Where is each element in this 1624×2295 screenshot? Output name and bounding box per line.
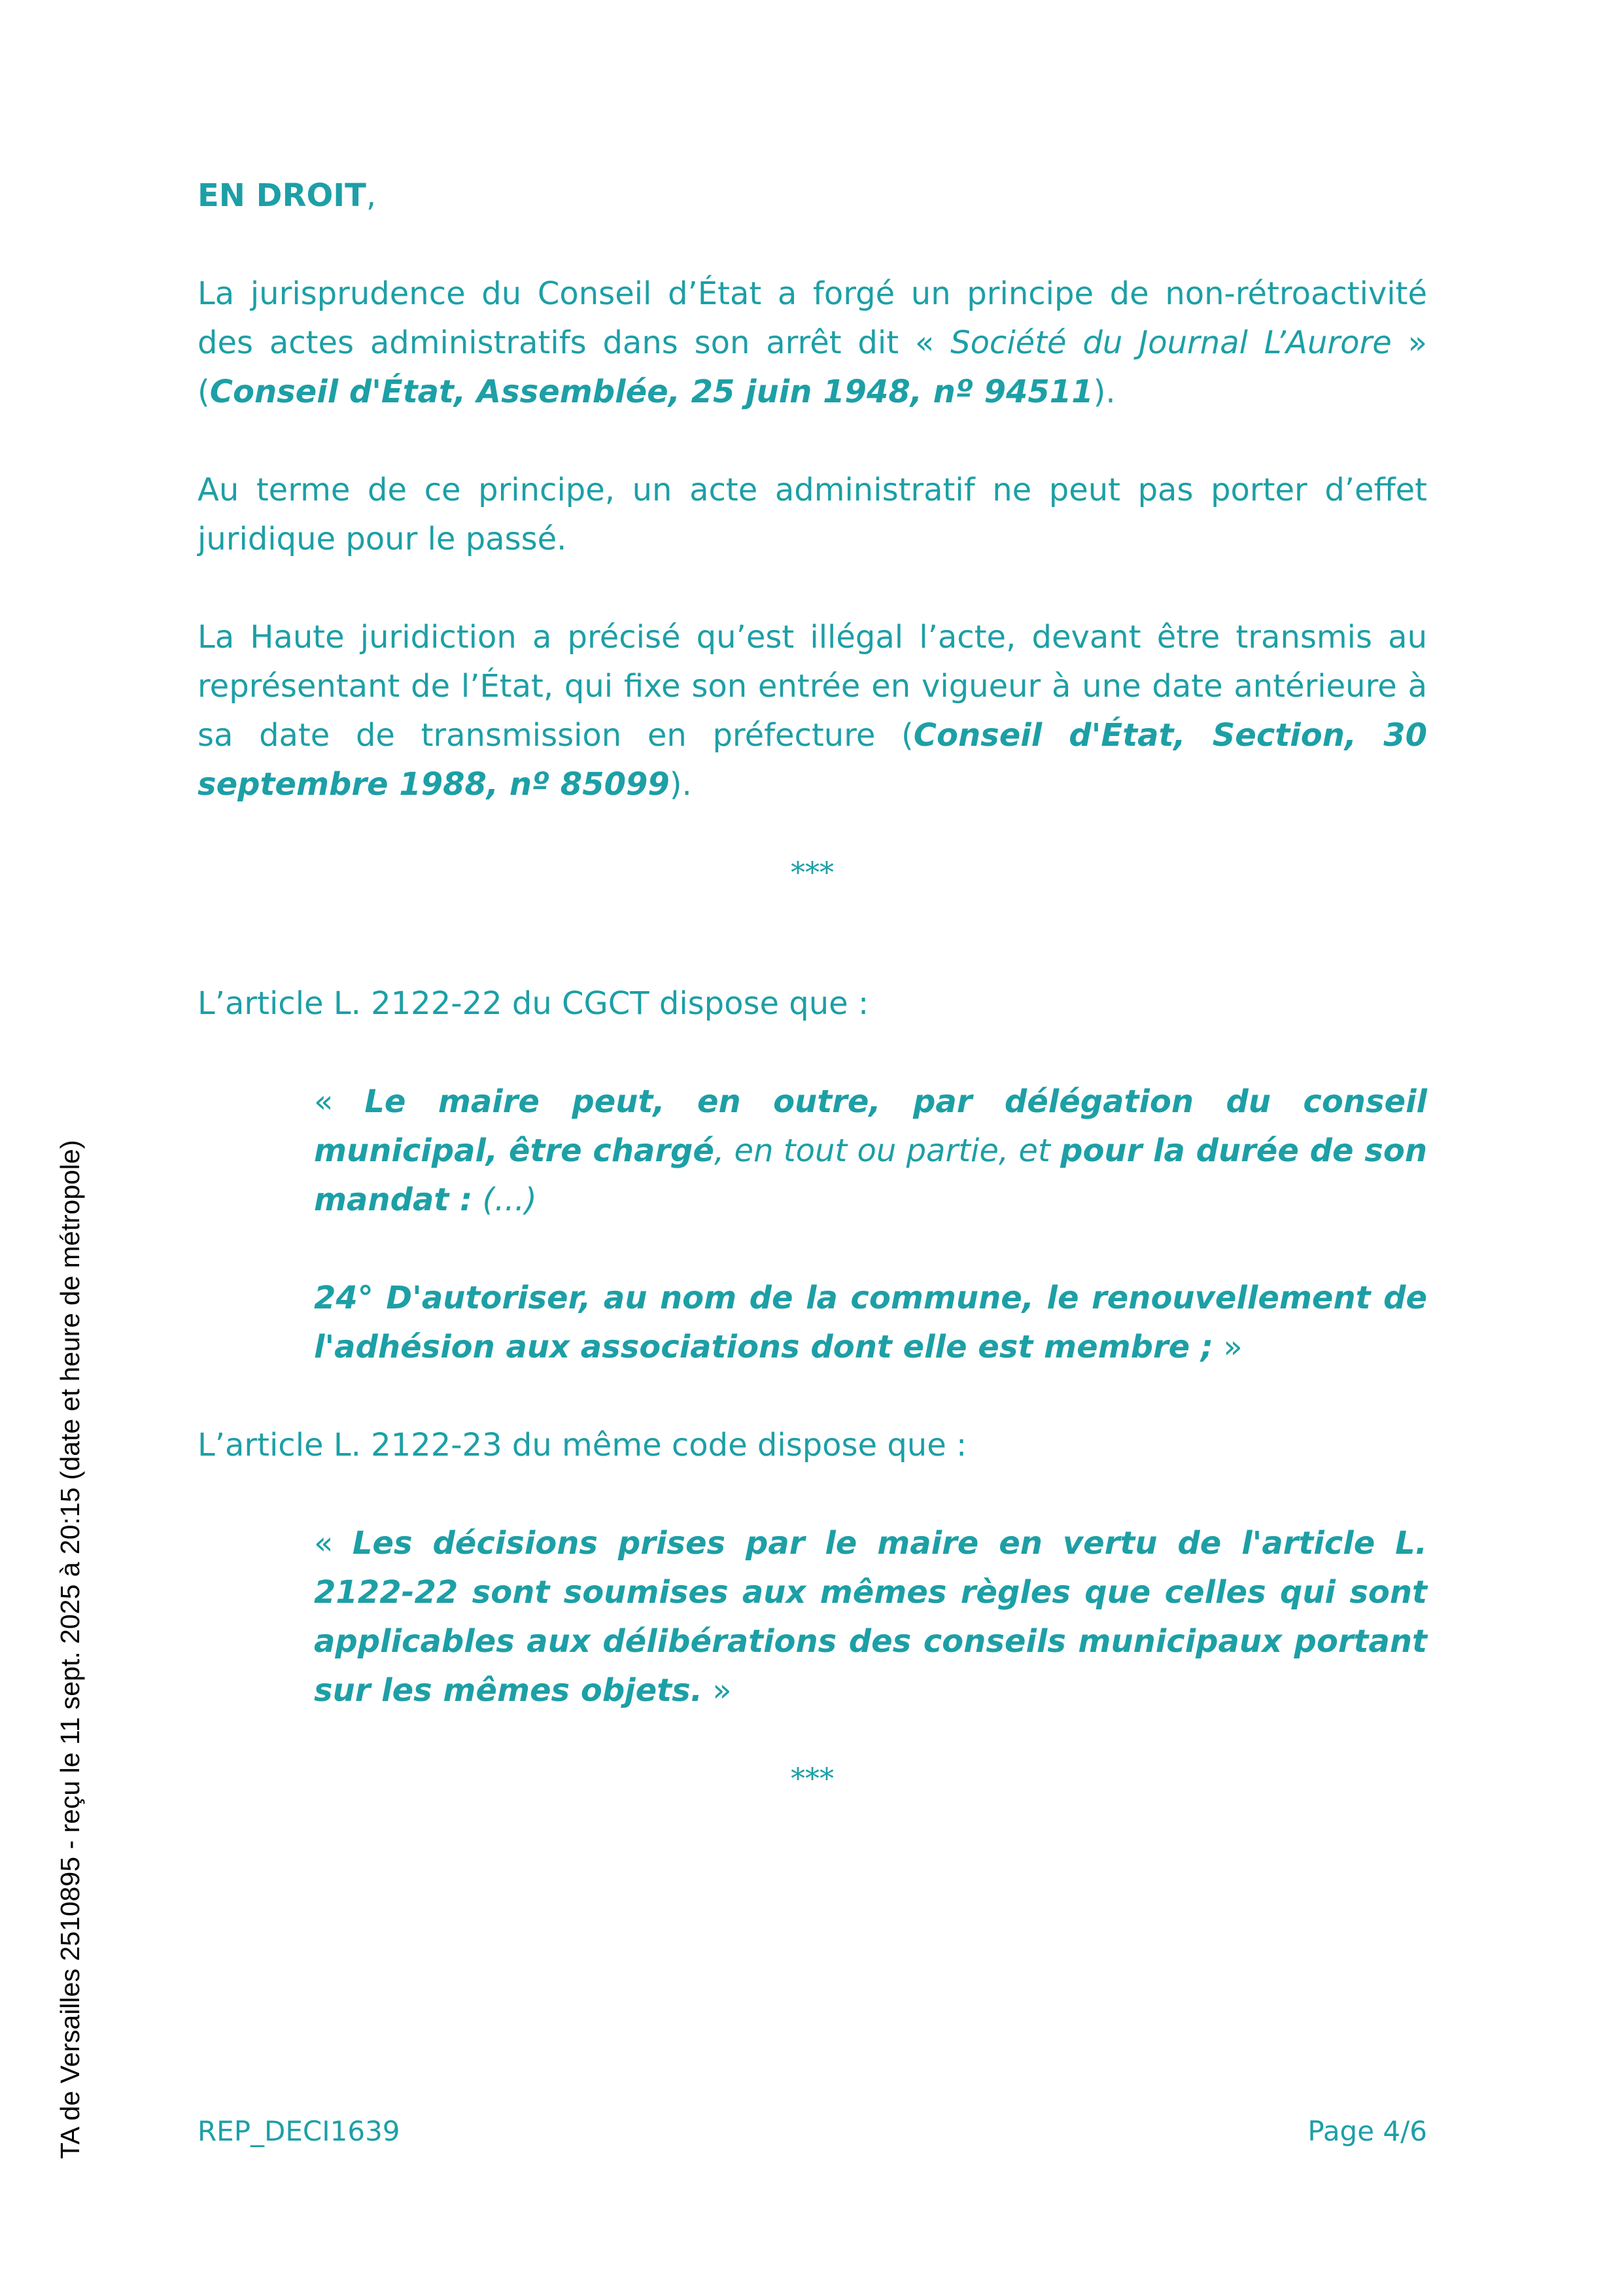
quote-text: Le maire peut, en outre, par délégation du conseil municipal, être chargé: [314, 1083, 1428, 1169]
court-receipt-stamp: TA de Versailles 2510895 - reçu le 11 sept. 2025 à 20:15 (date et heure de métropole): [55, 1140, 85, 2159]
paragraph-text: ).: [1093, 374, 1116, 410]
quote-l2122-22-item-24: [314, 1274, 1427, 1372]
quote-mark: «: [314, 1525, 353, 1562]
citation: Conseil d'État, Section, 30 septembre 1988, nº 85099: [198, 717, 1427, 803]
paragraph-haute-juridiction: [198, 613, 1427, 809]
article-intro-l2122-22: L’article L. 2122-22 du CGCT dispose que :: [198, 985, 869, 1022]
paragraph-text: Au terme de ce principe, un acte administratif ne peut pas porter d’effet juridique pour le passé.: [198, 472, 1427, 557]
heading-comma: ,: [366, 177, 377, 214]
quote-text: (...): [472, 1182, 537, 1218]
paragraph-jurisprudence: [198, 270, 1427, 417]
paragraph-text: » (: [198, 324, 1428, 410]
quote-l2122-22-head: [314, 1077, 1427, 1225]
section-separator: ***: [791, 856, 834, 890]
quote-l2122-23: [314, 1519, 1427, 1715]
article-intro-l2122-23: L’article L. 2122-23 du même code dispose que :: [198, 1427, 967, 1463]
quote-mark: »: [1213, 1329, 1243, 1365]
paragraph-text: La jurisprudence du Conseil d’État a forgé un principe de non-rétroactivité des actes administratifs dans son arrêt dit «: [198, 275, 1427, 361]
quote-text: 24° D'autoriser, au nom de la commune, le renouvellement de l'adhésion aux associations dont elle est membre ;: [314, 1280, 1427, 1365]
heading-label: EN DROIT: [198, 177, 366, 214]
arret-name: Société du Journal L’Aurore: [950, 324, 1392, 361]
paragraph-text: La Haute juridiction a précisé qu’est illégal l’acte, devant être transmis au représentant de l’État, qui fixe son entrée en vigueur à une date antérieure à sa date de transmission en préfecture (: [198, 619, 1427, 754]
quote-text: Les décisions prises par le maire en vertu de l'article L. 2122-22 sont soumises aux mêmes règles que celles qui sont applicables aux délibérations des conseils municipaux portant sur les mêmes objets.: [314, 1525, 1428, 1709]
footer-reference: REP_DECI1639: [198, 2115, 400, 2147]
footer-page-number: Page 4/6: [1307, 2115, 1427, 2147]
paragraph-text: ).: [669, 766, 692, 803]
citation: Conseil d'État, Assemblée, 25 juin 1948, nº 94511: [209, 374, 1094, 410]
page-content: [198, 171, 1427, 1804]
quote-text: , en tout ou partie, et: [714, 1132, 1061, 1169]
quote-mark: «: [314, 1083, 365, 1120]
quote-text: pour la durée de son mandat :: [314, 1132, 1428, 1218]
section-separator: ***: [791, 1762, 834, 1796]
section-heading: [198, 171, 1427, 220]
quote-mark: »: [702, 1672, 732, 1709]
paragraph-principle: [198, 466, 1427, 564]
